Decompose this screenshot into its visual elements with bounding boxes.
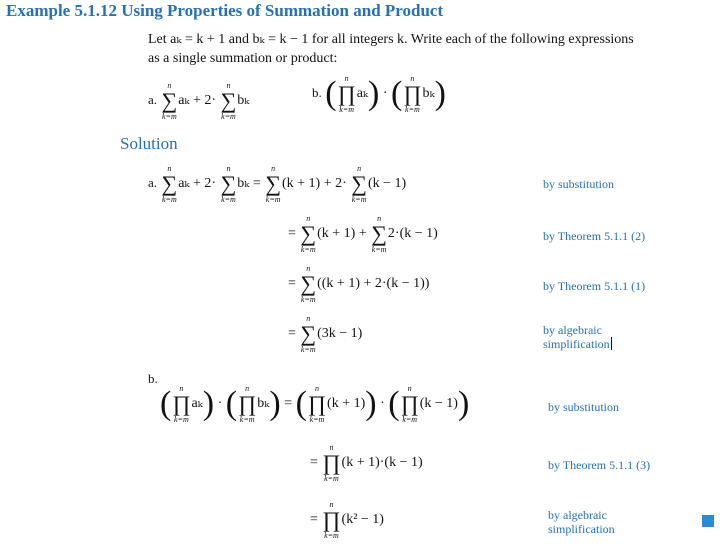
sum-operator: n ∑ k=m [371,214,387,254]
sum-operator: n ∑ k=m [300,214,317,254]
problem-line-2: as a single summation or product: [148,51,338,66]
sum-operator: n ∑ k=m [161,81,178,121]
sum-operator: n ∑ k=m [265,164,281,204]
product-operator: n ∏ k=m [322,443,341,483]
sum-operator: n ∑ k=m [300,264,317,304]
product-operator: n ∏ k=m [400,384,419,424]
sum-operator: n ∑ k=m [161,164,178,204]
solution-a-line-1: a. n ∑ k=m aₖ + 2· n ∑ k=m bₖ = n ∑ k=m (k + 1) + 2· n ∑ k=m (k − 1) [148,164,407,204]
expression-term: aₖ [356,86,369,102]
solution-b-line-1: ( n ∏ k=m aₖ) · ( n ∏ k=m bₖ) = ( n ∏ k=m (k + 1)) · ( n ∏ k=m (k − 1)) [160,384,470,424]
product-operator: n ∏ k=m [403,74,422,114]
expression-term: aₖ + 2· [178,93,217,109]
end-of-proof-square [702,515,714,527]
solution-a-label: a. [148,175,158,191]
solution-b-label: b. [148,371,158,386]
problem-part-a [148,81,249,121]
product-operator: n ∏ k=m [307,384,327,424]
part-b-label: b. [312,85,322,101]
solution-b-line-2: = n ∏ k=m (k + 1)·(k − 1) [310,443,423,483]
product-operator: n ∏ k=m [238,384,257,424]
solution-b-line-3: = n ∏ k=m (k² − 1) [310,500,384,540]
part-a-label: a. [148,92,158,108]
reason-theorem-2: by Theorem 5.1.1 (2) [543,229,646,243]
sum-operator: n ∑ k=m [300,314,317,354]
reason-theorem-3: by Theorem 5.1.1 (3) [548,458,651,472]
example-title: Example 5.1.12 Using Properties of Summation and Product [6,1,444,20]
expression-term: bₖ [422,86,435,102]
text-cursor [611,337,612,350]
reason-algebraic-simplification: by algebraic simplification [543,323,610,351]
problem-part-b: b. ( n ∏ k=m aₖ) · ( n ∏ k=m bₖ) [312,74,446,114]
solution-a-line-4: = n ∑ k=m (3k − 1) [288,314,363,354]
product-operator: n ∏ k=m [337,74,356,114]
reason-theorem-1: by Theorem 5.1.1 (1) [543,279,646,293]
solution-a-line-2: = n ∑ k=m (k + 1) + n ∑ k=m 2·(k − 1) [288,214,438,254]
sum-operator: n ∑ k=m [220,164,237,204]
expression-term: bₖ [237,93,250,109]
sum-operator: n ∑ k=m [220,81,237,121]
reason-by-substitution-b: by substitution [548,400,620,414]
reason-by-substitution: by substitution [543,177,615,191]
reason-algebraic-simplification-b: by algebraic simplification [548,508,615,536]
product-operator: n ∏ k=m [322,500,341,540]
solution-a-line-3: = n ∑ k=m ((k + 1) + 2·(k − 1)) [288,264,430,304]
problem-line-1: Let aₖ = k + 1 and bₖ = k − 1 for all integers k. Write each of the following expressions [148,32,634,47]
sum-operator: n ∑ k=m [351,164,367,204]
solution-heading: Solution [120,134,178,153]
product-operator: n ∏ k=m [172,384,191,424]
